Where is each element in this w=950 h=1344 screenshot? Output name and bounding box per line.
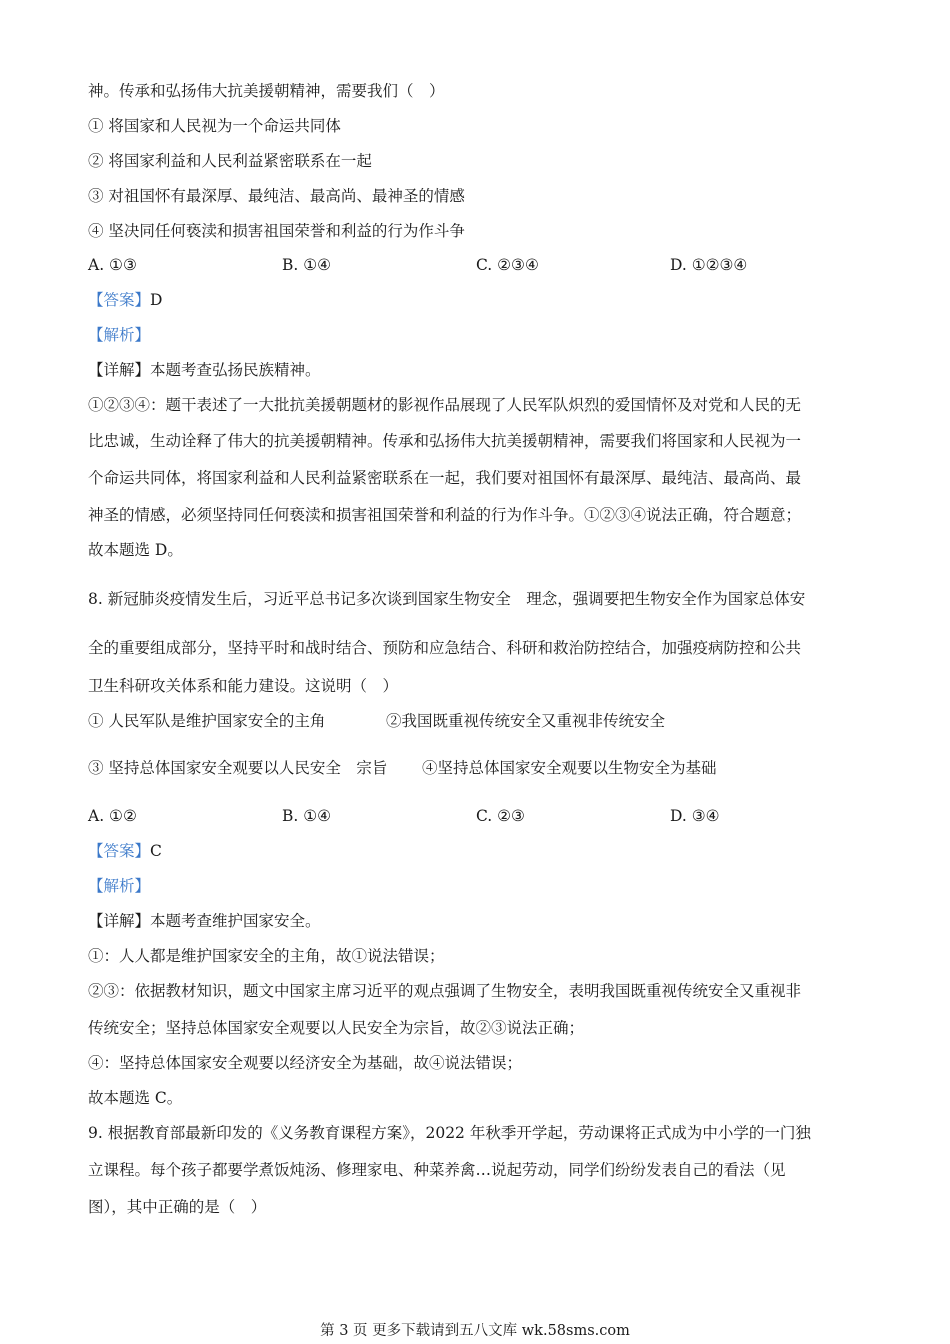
q7-answer: D xyxy=(150,291,163,309)
q9-stem-2: 立课程。每个孩子都要学煮饭炖汤、修理家电、种菜养禽…说起劳动，同学们纷纷发表自己的看法（见 xyxy=(88,1161,786,1179)
q8-statement-4: ④坚持总体国家安全观要以生物安全为基础 xyxy=(422,759,717,777)
q7-option-d: D. ①②③④ xyxy=(670,256,748,274)
q8-statement-1: ① 人民军队是维护国家安全的主角 xyxy=(88,712,326,730)
q8-stem-3: 卫生科研攻关体系和能力建设。这说明（ ） xyxy=(88,677,399,695)
q7-statement-4: ④ 坚决同任何亵渎和损害祖国荣誉和利益的行为作斗争 xyxy=(88,222,465,240)
q7-explanation-4: 神圣的情感，必须坚持同任何亵渎和损害祖国荣誉和利益的行为作斗争。①②③④说法正确，符合题意； xyxy=(88,506,802,524)
q7-explanation-5: 故本题选 D。 xyxy=(88,541,183,559)
answer-tag: 【答案】 xyxy=(88,291,151,309)
q8-explanation-4: ④：坚持总体国家安全观要以经济安全为基础，故④说法错误； xyxy=(88,1054,523,1072)
q8-explanation-3: 传统安全；坚持总体国家安全观要以人民安全为宗旨，故②③说法正确； xyxy=(88,1019,585,1037)
q7-option-b: B. ①④ xyxy=(282,256,332,274)
q8-answer: C xyxy=(150,842,162,860)
q7-option-a: A. ①③ xyxy=(88,256,137,274)
q8-stem-2: 全的重要组成部分，坚持平时和战时结合、预防和应急结合、科研和救治防控结合，加强疫病防控和公共 xyxy=(88,639,802,657)
q8-analysis-tag: 【解析】 xyxy=(88,877,151,895)
q8-option-a: A. ①② xyxy=(88,807,137,825)
q8-explanation-2: ②③：依据教材知识，题文中国家主席习近平的观点强调了生物安全，表明我国既重视传统安全又重视非 xyxy=(88,982,802,1000)
q8-detail: 本题考查维护国家安全。 xyxy=(150,912,321,930)
q8-explanation-5: 故本题选 C。 xyxy=(88,1089,183,1107)
q9-stem-3: 图），其中正确的是（ ） xyxy=(88,1198,267,1216)
q7-answer-line xyxy=(88,290,162,310)
q8-stem-1: 8. 新冠肺炎疫情发生后，习近平总书记多次谈到国家生物安全 理念，强调要把生物安全作为国家总体安 xyxy=(88,590,806,608)
q7-statement-1: ① 将国家和人民视为一个命运共同体 xyxy=(88,117,341,135)
q8-option-c: C. ②③ xyxy=(476,807,525,825)
q7-statement-3: ③ 对祖国怀有最深厚、最纯洁、最高尚、最神圣的情感 xyxy=(88,187,465,205)
detail-tag: 【详解】 xyxy=(88,361,151,379)
q8-option-b: B. ①④ xyxy=(282,807,332,825)
q8-statement-2: ②我国既重视传统安全又重视非传统安全 xyxy=(386,712,666,730)
q7-explanation-2: 比忠诚，生动诠释了伟大的抗美援朝精神。传承和弘扬伟大抗美援朝精神，需要我们将国家和人民视为一 xyxy=(88,432,802,450)
q8-statement-3: ③ 坚持总体国家安全观要以人民安全 宗旨 xyxy=(88,759,388,777)
detail-tag: 【详解】 xyxy=(88,912,151,930)
q8-option-d: D. ③④ xyxy=(670,807,720,825)
page-footer: 第 3 页 更多下载请到五八文库 wk.58sms.com xyxy=(320,1323,630,1339)
q8-detail-line xyxy=(88,911,321,931)
q7-statement-2: ② 将国家利益和人民利益紧密联系在一起 xyxy=(88,152,372,170)
answer-tag: 【答案】 xyxy=(88,842,151,860)
q7-explanation-1: ①②③④：题干表述了一大批抗美援朝题材的影视作品展现了人民军队炽烈的爱国情怀及对党和人民的无 xyxy=(88,396,802,414)
q7-stem-tail: 神。传承和弘扬伟大抗美援朝精神，需要我们（ ） xyxy=(88,82,445,100)
q9-stem-1: 9. 根据教育部最新印发的《义务教育课程方案》，2022 年秋季开学起，劳动课将正式成为中小学的一门独 xyxy=(88,1124,811,1142)
q7-detail-line xyxy=(88,360,321,380)
q7-explanation-3: 个命运共同体，将国家利益和人民利益紧密联系在一起，我们要对祖国怀有最深厚、最纯洁、最高尚、最 xyxy=(88,469,802,487)
q7-option-c: C. ②③④ xyxy=(476,256,539,274)
q7-detail: 本题考查弘扬民族精神。 xyxy=(150,361,321,379)
q8-answer-line xyxy=(88,841,162,861)
q7-analysis-tag: 【解析】 xyxy=(88,326,151,344)
q8-explanation-1: ①：人人都是维护国家安全的主角，故①说法错误； xyxy=(88,947,445,965)
